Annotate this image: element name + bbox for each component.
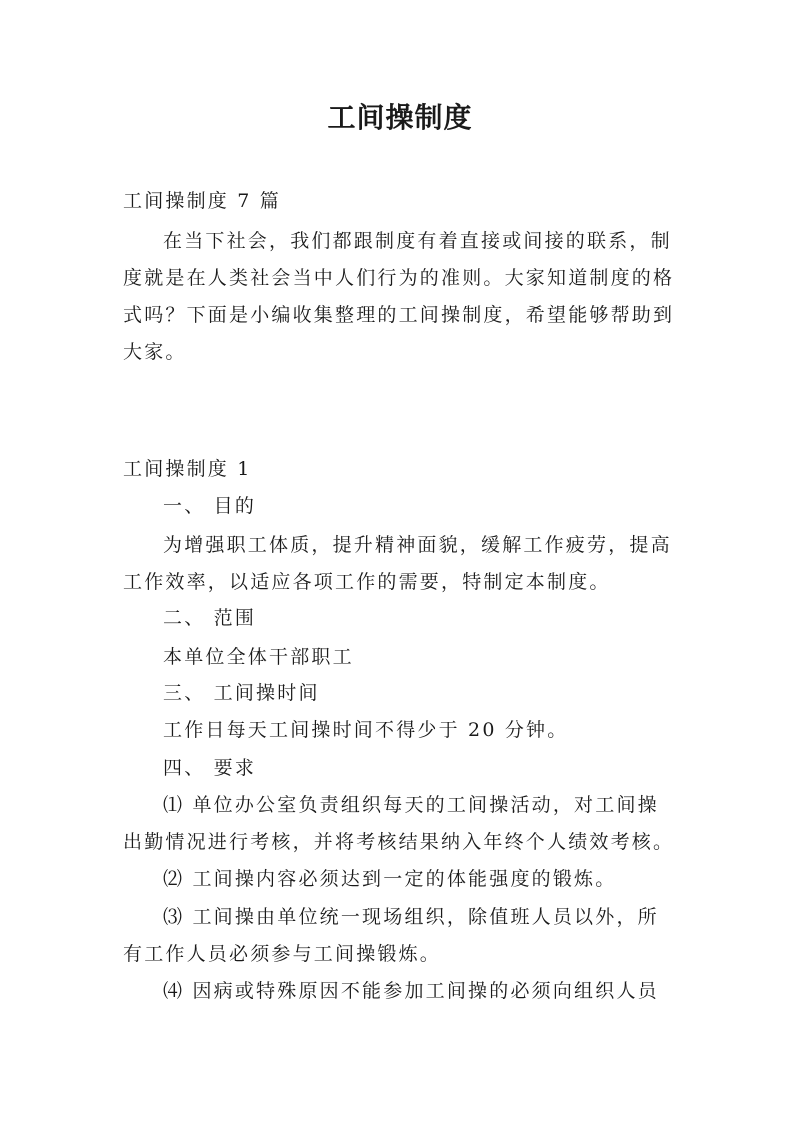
subsection-heading: 二、 范围 bbox=[163, 607, 257, 629]
paragraph-line: 本单位全体干部职工 bbox=[163, 646, 354, 668]
subsection-heading: 三、 工间操时间 bbox=[163, 682, 320, 704]
list-item-line: ⑵ 工间操内容必须达到一定的体能强度的锻炼。 bbox=[163, 868, 617, 890]
collection-heading: 工间操制度 7 篇 bbox=[123, 190, 281, 212]
intro-paragraph-line: 式吗？下面是小编收集整理的工间操制度，希望能够帮助到 bbox=[123, 304, 675, 326]
document-title: 工间操制度 bbox=[327, 101, 473, 134]
paragraph-line: 工作日每天工间操时间不得少于 20 分钟。 bbox=[163, 719, 569, 741]
list-item-line: ⑶ 工间操由单位统一现场组织，除值班人员以外，所 bbox=[163, 906, 659, 928]
intro-paragraph-line: 大家。 bbox=[123, 341, 187, 363]
list-item-line: ⑷ 因病或特殊原因不能参加工间操的必须向组织人员 bbox=[163, 980, 659, 1002]
paragraph-line: 为增强职工体质，提升精神面貌，缓解工作疲劳，提高 bbox=[163, 534, 672, 556]
intro-paragraph-line: 在当下社会，我们都跟制度有着直接或间接的联系，制 bbox=[163, 230, 672, 252]
list-item-line: 有工作人员必须参与工间操锻炼。 bbox=[123, 943, 442, 965]
section-heading: 工间操制度 1 bbox=[123, 458, 252, 480]
subsection-heading: 四、 要求 bbox=[163, 757, 257, 779]
paragraph-line: 工作效率，以适应各项工作的需要，特制定本制度。 bbox=[123, 571, 611, 593]
list-item-line: 出勤情况进行考核，并将考核结果纳入年终个人绩效考核。 bbox=[123, 831, 675, 853]
subsection-heading: 一、 目的 bbox=[163, 495, 257, 517]
list-item-line: ⑴ 单位办公室负责组织每天的工间操活动，对工间操 bbox=[163, 794, 659, 816]
intro-paragraph-line: 度就是在人类社会当中人们行为的准则。大家知道制度的格 bbox=[123, 267, 675, 289]
